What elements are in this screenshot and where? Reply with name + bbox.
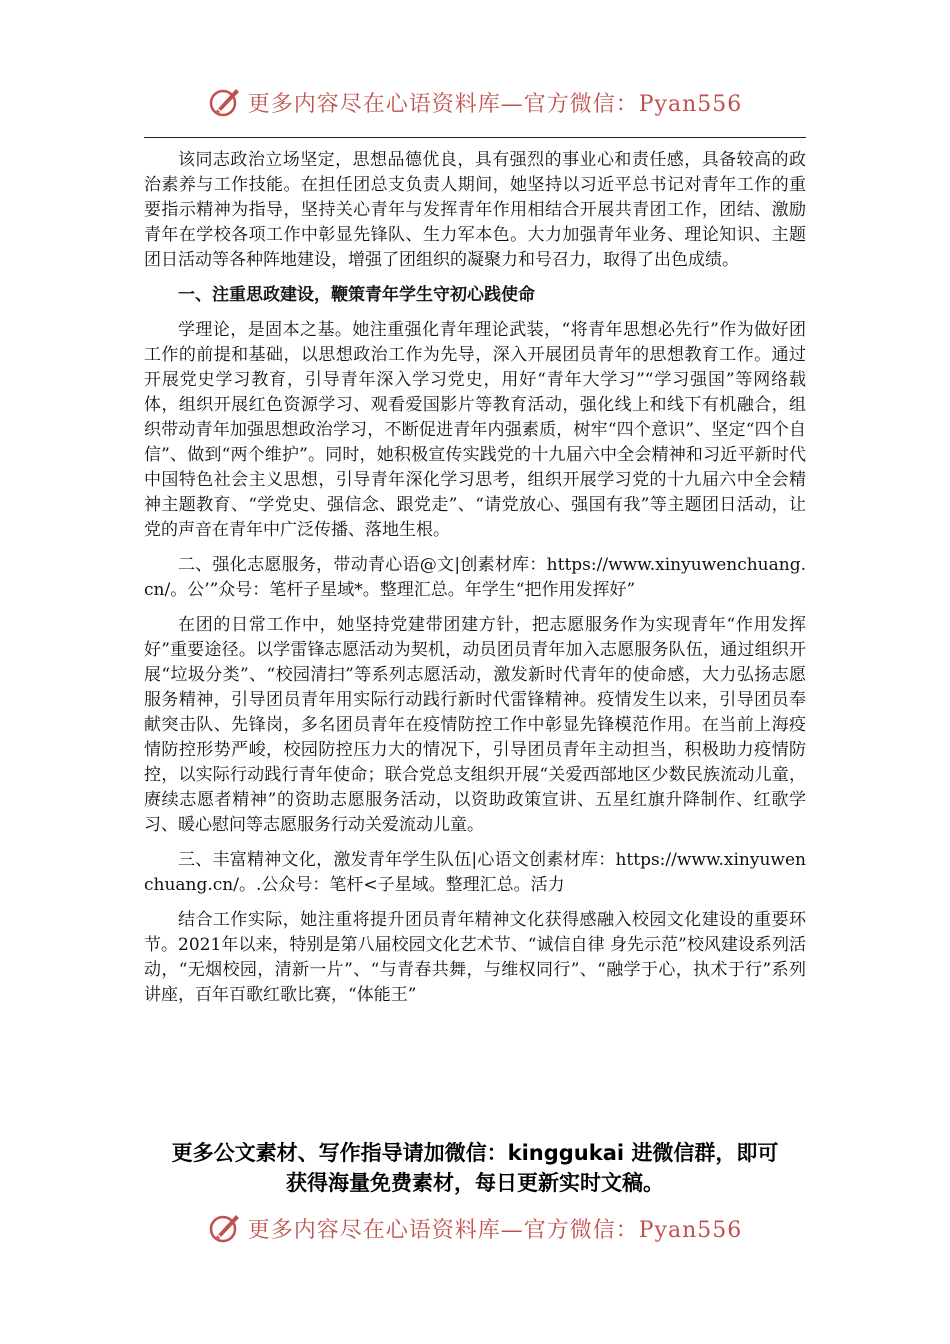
section-1-paragraph: 学理论，是固本之基。她注重强化青年理论武装，“将青年思想必先行”作为做好团工作的前提和基础，以思想政治工作为先导，深入开展团员青年的思想教育工作。通过开展党史学习教育，引导青年深入学习党史，用好“青年大学习”“学习强国”等网络载体，组织开展红色资源学习、观看爱国影片等教育活动，强化线上和线下有机融合，组织带动青年加强思想政治学习，不断促进青年内强素质，树牢“四个意识”、坚定“四个自信”、做到“两个维护”。同时，她积极宣传实践党的十九届六中全会精神和习近平新时代中国特色社会主义思想，引导青年深化学习思考，组织开展学习党的十九届六中全会精神主题教育、“学党史、强信念、跟党走”、“请党放心、强国有我”等主题团日活动，让党的声音在青年中广泛传播、落地生根。 [144,320,806,540]
promo-line-2: 获得海量免费素材，每日更新实时文稿。 [286,1171,664,1195]
footer-banner [0,1208,950,1248]
quill-logo-icon [208,1211,242,1245]
header-banner-text: 更多内容尽在心语资料库—官方微信：Pyan556 [247,91,743,117]
promo-notice [100,1138,850,1198]
intro-paragraph: 该同志政治立场坚定，思想品德优良，具有强烈的事业心和责任感，具备较高的政治素养与工作技能。在担任团总支负责人期间，她坚持以习近平总书记对青年工作的重要指示精神为指导，坚持关心青年与发挥青年作用相结合开展共青团工作，团结、激励青年在学校各项工作中彰显先锋队、生力军本色。大力加强青年业务、理论知识、主题团日活动等各种阵地建设，增强了团组织的凝聚力和号召力，取得了出色成绩。 [144,150,806,270]
section-heading-3: 三、丰富精神文化，激发青年学生队伍|心语文创素材库：https://www.xinyuwenchuang.cn/。.公众号：笔杆<子星域。整理汇总。活力 [144,850,806,895]
quill-logo-icon [208,85,242,119]
document-body [144,148,806,1018]
footer-banner-text: 更多内容尽在心语资料库—官方微信：Pyan556 [247,1217,743,1243]
section-heading-1: 一、注重思政建设，鞭策青年学生守初心践使命 [178,285,535,305]
promo-line-1: 更多公文素材、写作指导请加微信：kinggukai 进微信群，即可 [171,1141,779,1165]
section-3-paragraph: 结合工作实际，她注重将提升团员青年精神文化获得感融入校园文化建设的重要环节。2021年以来，特别是第八届校园文化艺术节、“诚信自律 身先示范”校风建设系列活动，“无烟校园，清新一片”、“与青春共舞，与维权同行”、“融学于心，执术于行”系列讲座，百年百歌红歌比赛，“体能王” [144,910,806,1005]
header-divider [144,137,806,138]
section-heading-2: 二、强化志愿服务，带动青心语@文|创素材库：https://www.xinyuwenchuang.cn/。公’”众号：笔杆子星域*。整理汇总。年学生“把作用发挥好” [144,555,806,600]
header-banner [0,82,950,122]
section-2-paragraph: 在团的日常工作中，她坚持党建带团建方针，把志愿服务作为实现青年“作用发挥好”重要途径。以学雷锋志愿活动为契机，动员团员青年加入志愿服务队伍，通过组织开展“垃圾分类”、“校园清扫”等系列志愿活动，激发新时代青年的使命感，大力弘扬志愿服务精神，引导团员青年用实际行动践行新时代雷锋精神。疫情发生以来，引导团员奉献突击队、先锋岗，多名团员青年在疫情防控工作中彰显先锋模范作用。在当前上海疫情防控形势严峻，校园防控压力大的情况下，引导团员青年主动担当，积极助力疫情防控，以实际行动践行青年使命；联合党总支组织开展“关爱西部地区少数民族流动儿童，赓续志愿者精神”的资助志愿服务活动，以资助政策宣讲、五星红旗升降制作、红歌学习、暖心慰问等志愿服务行动关爱流动儿童。 [144,615,806,835]
